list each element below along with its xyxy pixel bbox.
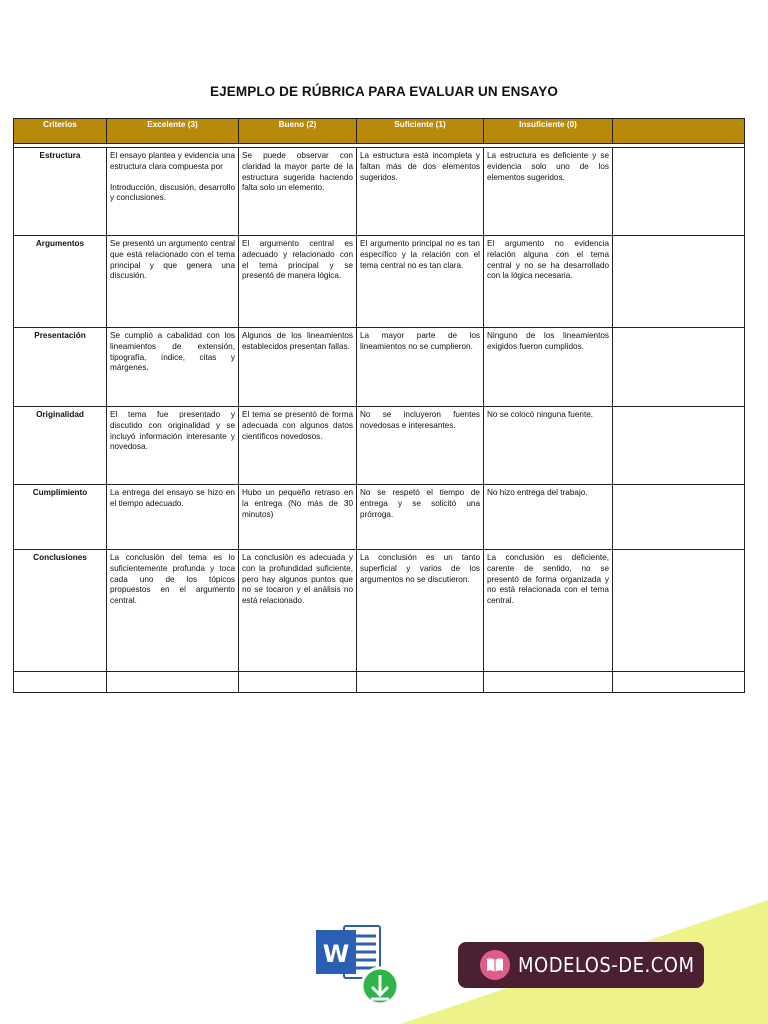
header-bueno: Bueno (2) bbox=[239, 119, 357, 144]
table-row bbox=[14, 236, 745, 328]
empty-cell bbox=[239, 672, 357, 693]
word-download-icon[interactable] bbox=[314, 920, 404, 1010]
empty-cell bbox=[14, 672, 107, 693]
empty-cell bbox=[613, 148, 745, 236]
table-empty-row bbox=[14, 672, 745, 693]
bueno-cell: Hubo un pequeño retraso en la entrega (No más de 30 minutos) bbox=[239, 485, 357, 550]
header-suficiente: Suficiente (1) bbox=[357, 119, 484, 144]
bueno-cell: El argumento central es adecuado y relacionado con el tema principal y se presentó de manera lógica. bbox=[239, 236, 357, 328]
table-row bbox=[14, 148, 745, 236]
criterion-cell: Presentación bbox=[14, 328, 107, 407]
empty-cell bbox=[357, 672, 484, 693]
table-header-row bbox=[14, 119, 745, 144]
bueno-cell: Algunos de los lineamientos establecidos presentan fallas. bbox=[239, 328, 357, 407]
empty-cell bbox=[613, 328, 745, 407]
excelente-cell: La entrega del ensayo se hizo en el tiempo adecuado. bbox=[107, 485, 239, 550]
svg-text:W: W bbox=[322, 940, 350, 968]
suficiente-cell: La conclusión es un tanto superficial y varios de los argumentos no se discutieron. bbox=[357, 550, 484, 672]
suficiente-cell: La mayor parte de los lineamientos no se cumplieron. bbox=[357, 328, 484, 407]
empty-cell bbox=[613, 485, 745, 550]
criterion-cell: Originalidad bbox=[14, 407, 107, 485]
header-insuficiente: Insuficiente (0) bbox=[484, 119, 613, 144]
insuficiente-cell: Ninguno de los lineamientos exigidos fueron cumplidos. bbox=[484, 328, 613, 407]
empty-cell bbox=[613, 236, 745, 328]
empty-cell bbox=[613, 672, 745, 693]
insuficiente-cell: No se colocó ninguna fuente. bbox=[484, 407, 613, 485]
brand-name: MODELOS-DE.COM bbox=[518, 953, 695, 977]
excelente-cell: Se presentó un argumento central que está relacionado con el tema principal y que genera una discusión. bbox=[107, 236, 239, 328]
cell-text: El ensayo plantea y evidencia una estructura clara compuesta por bbox=[110, 151, 235, 171]
excelente-cell: Se cumplió a cabalidad con los lineamientos de extensión, tipografía, índice, citas y márgenes. bbox=[107, 328, 239, 407]
suficiente-cell: No se respetó el tiempo de entrega y se solicitó una prórroga. bbox=[357, 485, 484, 550]
header-criterios: Criterios bbox=[14, 119, 107, 144]
rubric-table bbox=[13, 118, 745, 693]
brand-banner[interactable] bbox=[458, 942, 704, 988]
empty-cell bbox=[613, 550, 745, 672]
suficiente-cell: El argumento principal no es tan específico y la relación con el tema central no es tan clara. bbox=[357, 236, 484, 328]
header-excelente: Excelente (3) bbox=[107, 119, 239, 144]
suficiente-cell: La estructura está incompleta y faltan más de dos elementos sugeridos. bbox=[357, 148, 484, 236]
criterion-cell: Cumplimiento bbox=[14, 485, 107, 550]
criterion-cell: Conclusiones bbox=[14, 550, 107, 672]
insuficiente-cell: El argumento no evidencia relación alguna con el tema central y no se ha desarrollado con la lógica necesaria. bbox=[484, 236, 613, 328]
insuficiente-cell: No hizo entrega del trabajo. bbox=[484, 485, 613, 550]
table-row bbox=[14, 328, 745, 407]
criterion-cell: Argumentos bbox=[14, 236, 107, 328]
cell-text: Introducción, discusión, desarrollo y conclusiones. bbox=[110, 182, 235, 203]
criterion-cell: Estructura bbox=[14, 148, 107, 236]
table-row bbox=[14, 485, 745, 550]
insuficiente-cell: La conclusión es deficiente, carente de sentido, no se presentó de forma organizada y no está relacionada con el tema central. bbox=[484, 550, 613, 672]
bueno-cell: Se puede observar con claridad la mayor parte de la estructura sugerida haciendo falta solo un elemento. bbox=[239, 148, 357, 236]
document-title: EJEMPLO DE RÚBRICA PARA EVALUAR UN ENSAYO bbox=[210, 84, 558, 99]
empty-cell bbox=[484, 672, 613, 693]
empty-cell bbox=[107, 672, 239, 693]
bueno-cell: El tema se presentó de forma adecuada con algunos datos científicos novedosos. bbox=[239, 407, 357, 485]
header-empty bbox=[613, 119, 745, 144]
table-row bbox=[14, 550, 745, 672]
empty-cell bbox=[613, 407, 745, 485]
bueno-cell: La conclusión es adecuada y con la profundidad suficiente, pero hay algunos puntos que no se tocaron y el análisis no está relacionado. bbox=[239, 550, 357, 672]
excelente-cell: El tema fue presentado y discutido con originalidad y se incluyó información interesante y novedosa. bbox=[107, 407, 239, 485]
excelente-cell: La conclusión del tema es lo suficientemente profunda y toca cada uno de los tópicos propuestos en el argumento central. bbox=[107, 550, 239, 672]
book-icon bbox=[480, 950, 510, 980]
excelente-cell bbox=[107, 148, 239, 236]
table-row bbox=[14, 407, 745, 485]
insuficiente-cell: La estructura es deficiente y se evidencia solo uno de los elementos sugeridos. bbox=[484, 148, 613, 236]
suficiente-cell: No se incluyeron fuentes novedosas e interesantes. bbox=[357, 407, 484, 485]
